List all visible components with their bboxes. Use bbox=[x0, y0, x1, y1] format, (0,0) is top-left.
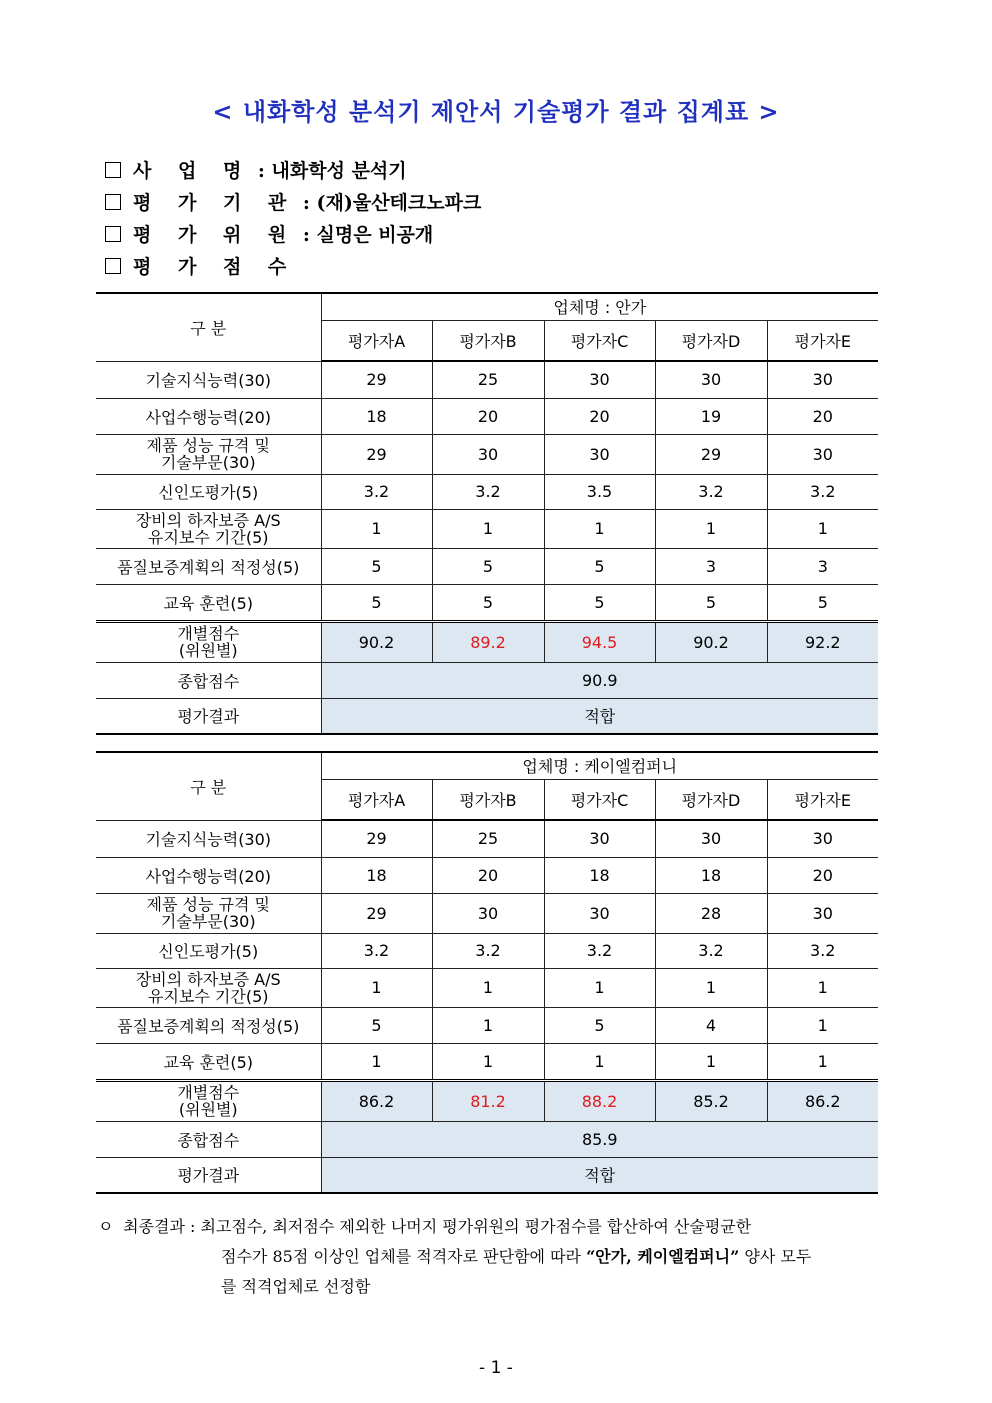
score-cell: 3 bbox=[767, 548, 878, 584]
criterion-label: 교육 훈련(5) bbox=[96, 584, 321, 621]
table-row bbox=[96, 1007, 878, 1043]
score-cell: 1 bbox=[432, 968, 544, 1007]
score-cell: 29 bbox=[321, 820, 432, 857]
score-cell: 5 bbox=[321, 584, 432, 621]
score-cell: 1 bbox=[432, 1007, 544, 1043]
criterion-label: 품질보증계획의 적정성(5) bbox=[96, 1007, 321, 1043]
score-cell: 29 bbox=[655, 434, 767, 474]
score-cell: 29 bbox=[321, 434, 432, 474]
individual-score-cell: 81.2 bbox=[432, 1080, 544, 1121]
total-score-label: 종합점수 bbox=[96, 662, 321, 698]
evaluator-header: 평가자E bbox=[767, 779, 878, 820]
score-cell: 18 bbox=[321, 398, 432, 434]
criterion-label: 기술지식능력(30) bbox=[96, 361, 321, 398]
criterion-label: 신인도평가(5) bbox=[96, 474, 321, 509]
final-result-note bbox=[98, 1212, 898, 1302]
score-cell: 5 bbox=[432, 548, 544, 584]
score-cell: 30 bbox=[767, 434, 878, 474]
score-cell: 20 bbox=[432, 398, 544, 434]
table-row bbox=[96, 893, 878, 933]
result-row bbox=[96, 698, 878, 734]
individual-score-cell: 92.2 bbox=[767, 621, 878, 662]
total-score-row bbox=[96, 662, 878, 698]
criterion-label: 제품 성능 규격 및 기술부문(30) bbox=[96, 893, 321, 933]
table-row bbox=[96, 968, 878, 1007]
score-cell: 3.2 bbox=[432, 474, 544, 509]
score-cell: 20 bbox=[544, 398, 655, 434]
criterion-label: 사업수행능력(20) bbox=[96, 398, 321, 434]
score-cell: 30 bbox=[544, 361, 655, 398]
score-cell: 30 bbox=[767, 361, 878, 398]
score-cell: 30 bbox=[767, 893, 878, 933]
table-row bbox=[96, 474, 878, 509]
table-row bbox=[96, 1043, 878, 1080]
criterion-label: 사업수행능력(20) bbox=[96, 857, 321, 893]
score-cell: 1 bbox=[767, 1007, 878, 1043]
score-cell: 1 bbox=[321, 968, 432, 1007]
checkbox-icon bbox=[105, 258, 121, 274]
table-row bbox=[96, 398, 878, 434]
criterion-label: 품질보증계획의 적정성(5) bbox=[96, 548, 321, 584]
score-cell: 1 bbox=[767, 1043, 878, 1080]
score-cell: 3.2 bbox=[767, 474, 878, 509]
criterion-label: 제품 성능 규격 및 기술부문(30) bbox=[96, 434, 321, 474]
info-business-name: 사 업 명 : 내화학성 분석기 bbox=[105, 156, 407, 186]
score-cell: 1 bbox=[544, 509, 655, 548]
score-cell: 19 bbox=[655, 398, 767, 434]
result-value: 적합 bbox=[321, 1157, 878, 1193]
note-line-2-end: 양사 모두 bbox=[739, 1247, 812, 1266]
score-cell: 20 bbox=[767, 857, 878, 893]
score-cell: 1 bbox=[321, 1043, 432, 1080]
criterion-label: 장비의 하자보증 A/S 유지보수 기간(5) bbox=[96, 968, 321, 1007]
score-cell: 5 bbox=[767, 584, 878, 621]
table-row bbox=[96, 509, 878, 548]
individual-score-cell: 89.2 bbox=[432, 621, 544, 662]
score-cell: 29 bbox=[321, 361, 432, 398]
individual-score-cell: 94.5 bbox=[544, 621, 655, 662]
score-cell: 30 bbox=[432, 893, 544, 933]
evaluator-header: 평가자C bbox=[544, 779, 655, 820]
score-cell: 1 bbox=[655, 1043, 767, 1080]
score-cell: 30 bbox=[655, 820, 767, 857]
score-cell: 3.2 bbox=[321, 933, 432, 968]
score-table-2 bbox=[96, 751, 878, 1194]
table-row bbox=[96, 820, 878, 857]
score-cell: 5 bbox=[544, 548, 655, 584]
score-cell: 1 bbox=[767, 968, 878, 1007]
score-cell: 3.2 bbox=[767, 933, 878, 968]
checkbox-icon bbox=[105, 162, 121, 178]
bullet: ㅇ bbox=[98, 1217, 114, 1236]
checkbox-icon bbox=[105, 194, 121, 210]
criterion-label: 교육 훈련(5) bbox=[96, 1043, 321, 1080]
score-cell: 1 bbox=[655, 968, 767, 1007]
page-number: - 1 - bbox=[479, 1358, 513, 1378]
score-cell: 3.2 bbox=[655, 933, 767, 968]
score-cell: 18 bbox=[655, 857, 767, 893]
score-cell: 5 bbox=[321, 548, 432, 584]
score-cell: 30 bbox=[655, 361, 767, 398]
table-row bbox=[96, 434, 878, 474]
evaluator-header: 평가자D bbox=[655, 320, 767, 361]
score-cell: 1 bbox=[321, 509, 432, 548]
evaluator-header: 평가자B bbox=[432, 779, 544, 820]
checkbox-icon bbox=[105, 226, 121, 242]
category-header: 구 분 bbox=[96, 293, 321, 361]
criterion-label: 신인도평가(5) bbox=[96, 933, 321, 968]
page-title: < 내화학성 분석기 제안서 기술평가 결과 집계표 > bbox=[212, 97, 780, 126]
individual-score-cell: 85.2 bbox=[655, 1080, 767, 1121]
score-cell: 3.2 bbox=[432, 933, 544, 968]
score-cell: 18 bbox=[544, 857, 655, 893]
criterion-label: 장비의 하자보증 A/S 유지보수 기간(5) bbox=[96, 509, 321, 548]
score-cell: 1 bbox=[655, 509, 767, 548]
score-cell: 3.2 bbox=[655, 474, 767, 509]
score-cell: 28 bbox=[655, 893, 767, 933]
company-name: 업체명 : 안가 bbox=[321, 293, 878, 320]
evaluator-header: 평가자E bbox=[767, 320, 878, 361]
result-label: 평가결과 bbox=[96, 698, 321, 734]
score-cell: 1 bbox=[432, 509, 544, 548]
info-score-heading: 평 가 점 수 bbox=[105, 252, 296, 282]
criterion-label: 기술지식능력(30) bbox=[96, 820, 321, 857]
score-cell: 5 bbox=[544, 1007, 655, 1043]
score-table-1 bbox=[96, 292, 878, 735]
evaluator-header: 평가자D bbox=[655, 779, 767, 820]
info-evaluation-org: 평 가 기 관 : (재)울산테크노파크 bbox=[105, 188, 481, 218]
score-cell: 3.2 bbox=[321, 474, 432, 509]
score-cell: 30 bbox=[544, 893, 655, 933]
score-cell: 1 bbox=[432, 1043, 544, 1080]
individual-score-row bbox=[96, 1080, 878, 1121]
score-cell: 5 bbox=[432, 584, 544, 621]
evaluator-header: 평가자C bbox=[544, 320, 655, 361]
total-score-value: 90.9 bbox=[321, 662, 878, 698]
total-score-row bbox=[96, 1121, 878, 1157]
score-cell: 5 bbox=[321, 1007, 432, 1043]
table-row bbox=[96, 548, 878, 584]
info-evaluators: 평 가 위 원 : 실명은 비공개 bbox=[105, 220, 433, 250]
score-cell: 3 bbox=[655, 548, 767, 584]
total-score-label: 종합점수 bbox=[96, 1121, 321, 1157]
score-cell: 1 bbox=[544, 1043, 655, 1080]
score-cell: 3.2 bbox=[544, 933, 655, 968]
individual-score-row bbox=[96, 621, 878, 662]
individual-score-cell: 90.2 bbox=[321, 621, 432, 662]
individual-score-cell: 86.2 bbox=[321, 1080, 432, 1121]
result-row bbox=[96, 1157, 878, 1193]
evaluator-header: 평가자B bbox=[432, 320, 544, 361]
evaluator-header: 평가자A bbox=[321, 779, 432, 820]
individual-score-cell: 88.2 bbox=[544, 1080, 655, 1121]
result-label: 평가결과 bbox=[96, 1157, 321, 1193]
note-line-3: 를 적격업체로 선정함 bbox=[221, 1277, 371, 1296]
note-line-2: 점수가 85점 이상인 업체를 적격자로 판단함에 따라 bbox=[221, 1247, 587, 1266]
score-cell: 30 bbox=[767, 820, 878, 857]
score-cell: 5 bbox=[655, 584, 767, 621]
selected-companies: “안가, 케이엘컴퍼니” bbox=[586, 1247, 740, 1266]
note-line-1: 최종결과 : 최고점수, 최저점수 제외한 나머지 평가위원의 평가점수를 합산하여 산술평균한 bbox=[123, 1217, 752, 1236]
score-cell: 30 bbox=[544, 820, 655, 857]
table-row bbox=[96, 857, 878, 893]
evaluator-header: 평가자A bbox=[321, 320, 432, 361]
score-cell: 20 bbox=[432, 857, 544, 893]
score-cell: 29 bbox=[321, 893, 432, 933]
individual-score-cell: 90.2 bbox=[655, 621, 767, 662]
category-header: 구 분 bbox=[96, 752, 321, 820]
individual-score-label: 개별점수 (위원별) bbox=[96, 621, 321, 662]
score-cell: 1 bbox=[544, 968, 655, 1007]
score-cell: 30 bbox=[544, 434, 655, 474]
score-cell: 18 bbox=[321, 857, 432, 893]
score-cell: 20 bbox=[767, 398, 878, 434]
score-cell: 4 bbox=[655, 1007, 767, 1043]
company-name: 업체명 : 케이엘컴퍼니 bbox=[321, 752, 878, 779]
individual-score-label: 개별점수 (위원별) bbox=[96, 1080, 321, 1121]
individual-score-cell: 86.2 bbox=[767, 1080, 878, 1121]
score-cell: 25 bbox=[432, 361, 544, 398]
score-cell: 5 bbox=[544, 584, 655, 621]
table-row bbox=[96, 584, 878, 621]
result-value: 적합 bbox=[321, 698, 878, 734]
score-cell: 3.5 bbox=[544, 474, 655, 509]
table-row bbox=[96, 361, 878, 398]
score-cell: 25 bbox=[432, 820, 544, 857]
total-score-value: 85.9 bbox=[321, 1121, 878, 1157]
table-row bbox=[96, 933, 878, 968]
score-cell: 1 bbox=[767, 509, 878, 548]
score-cell: 30 bbox=[432, 434, 544, 474]
